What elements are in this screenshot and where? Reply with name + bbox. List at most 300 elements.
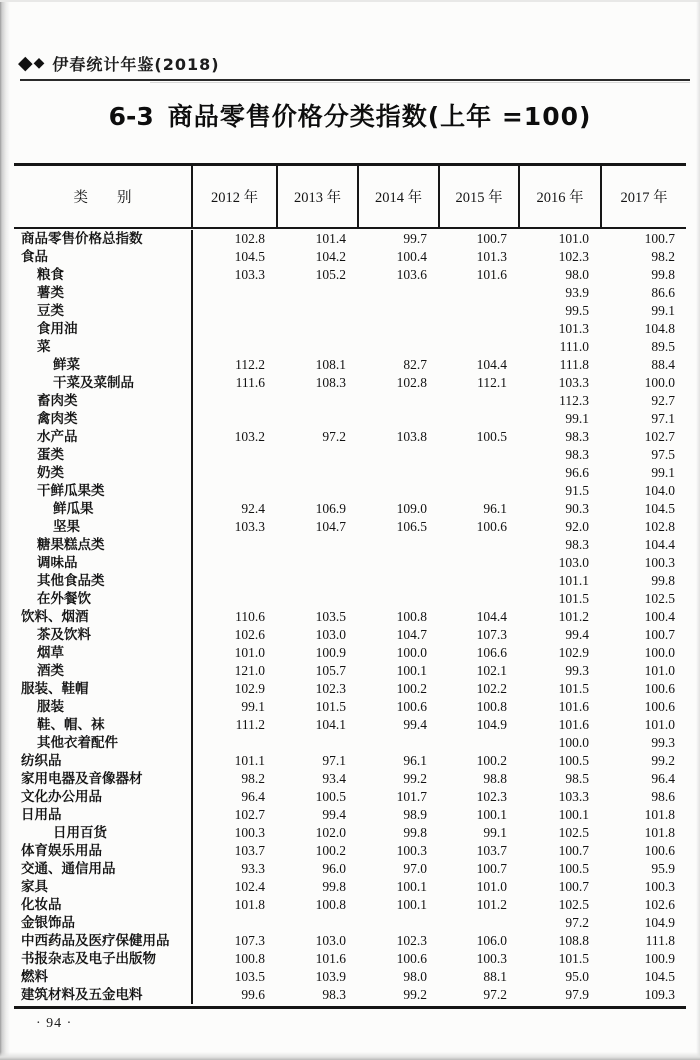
year-value-cell xyxy=(438,446,518,464)
year-value-cell: 100.2 xyxy=(396,681,427,696)
table-row xyxy=(14,356,686,374)
row-label: 豆类 xyxy=(14,302,193,320)
year-value-cell xyxy=(193,536,276,554)
year-value-cell xyxy=(193,590,276,608)
row-label: 禽肉类 xyxy=(14,410,193,428)
row-label: 建筑材料及五金电料 xyxy=(14,986,193,1004)
year-value-cell: 99.8 xyxy=(403,825,427,840)
year-value-cell xyxy=(357,482,438,500)
year-value-cell: 100.7 xyxy=(644,231,675,246)
row-label: 中西药品及医疗保健用品 xyxy=(14,932,193,950)
year-value-cell: 101.8 xyxy=(644,825,675,840)
diamond-icon: ◆ xyxy=(18,51,33,74)
year-value-cell: 96.0 xyxy=(322,861,346,876)
year-value-cell xyxy=(276,392,357,410)
table-row xyxy=(14,500,686,518)
table-row xyxy=(14,248,686,266)
year-value-cell: 103.6 xyxy=(396,267,427,282)
year-value-cell: 100.2 xyxy=(315,843,346,858)
year-value-cell: 102.6 xyxy=(234,627,265,642)
scan-bottom-edge xyxy=(0,1052,700,1060)
year-value-cell: 93.4 xyxy=(322,771,346,786)
year-value-cell xyxy=(357,734,438,752)
year-value-cell xyxy=(438,536,518,554)
year-value-cell: 101.8 xyxy=(234,897,265,912)
year-value-cell xyxy=(357,554,438,572)
year-value-cell: 102.2 xyxy=(476,681,507,696)
year-value-cell: 108.3 xyxy=(315,375,346,390)
table-row xyxy=(14,824,686,842)
year-value-cell: 103.3 xyxy=(558,375,589,390)
table-number: 6-3 xyxy=(108,102,154,131)
row-label: 交通、通信用品 xyxy=(14,860,193,878)
year-value-cell: 100.7 xyxy=(644,627,675,642)
year-value-cell: 100.8 xyxy=(315,897,346,912)
year-value-cell: 97.5 xyxy=(651,447,675,462)
year-value-cell: 100.5 xyxy=(558,753,589,768)
year-value-cell: 99.1 xyxy=(241,699,265,714)
year-value-cell: 98.3 xyxy=(565,429,589,444)
year-value-cell: 101.0 xyxy=(234,645,265,660)
table-row xyxy=(14,572,686,590)
year-value-cell: 102.0 xyxy=(315,825,346,840)
year-value-cell xyxy=(438,572,518,590)
year-value-cell: 90.3 xyxy=(565,501,589,516)
row-label: 薯类 xyxy=(14,284,193,302)
year-value-cell xyxy=(193,554,276,572)
year-value-cell: 99.2 xyxy=(403,987,427,1002)
year-value-cell: 98.0 xyxy=(403,969,427,984)
year-value-cell: 111.0 xyxy=(559,339,589,354)
year-header-cell: 2016 年 xyxy=(518,166,600,227)
table-row xyxy=(14,986,686,1004)
price-index-table xyxy=(14,163,686,1009)
row-label: 畜肉类 xyxy=(14,392,193,410)
year-value-cell xyxy=(276,302,357,320)
year-value-cell: 101.7 xyxy=(396,789,427,804)
year-value-cell: 111.8 xyxy=(559,357,589,372)
year-value-cell: 101.0 xyxy=(558,231,589,246)
year-value-cell xyxy=(357,536,438,554)
year-value-cell xyxy=(438,914,518,932)
year-value-cell: 98.0 xyxy=(565,267,589,282)
year-value-cell: 102.8 xyxy=(234,231,265,246)
year-value-cell: 96.6 xyxy=(565,465,589,480)
year-value-cell: 95.9 xyxy=(651,861,675,876)
year-value-cell: 103.0 xyxy=(315,627,346,642)
year-value-cell: 99.5 xyxy=(565,303,589,318)
year-value-cell: 101.0 xyxy=(644,663,675,678)
year-value-cell: 121.0 xyxy=(234,663,265,678)
table-row xyxy=(14,518,686,536)
year-value-cell: 100.5 xyxy=(558,861,589,876)
table-header-row xyxy=(14,166,686,229)
table-row xyxy=(14,860,686,878)
year-value-cell: 101.5 xyxy=(558,681,589,696)
year-value-cell: 99.1 xyxy=(651,303,675,318)
year-header-cell: 2012 年 xyxy=(210,190,259,206)
year-value-cell: 106.5 xyxy=(396,519,427,534)
year-value-cell xyxy=(193,464,276,482)
year-value-cell xyxy=(357,302,438,320)
row-label: 干菜及菜制品 xyxy=(14,374,193,392)
category-header-cell: 类 别 xyxy=(14,166,193,227)
row-label: 书报杂志及电子出版物 xyxy=(14,950,193,968)
year-value-cell xyxy=(193,734,276,752)
year-value-cell: 100.1 xyxy=(558,807,589,822)
year-value-cell: 104.7 xyxy=(396,627,427,642)
year-value-cell: 103.5 xyxy=(315,609,346,624)
year-value-cell: 100.1 xyxy=(396,897,427,912)
year-value-cell: 101.8 xyxy=(644,807,675,822)
year-value-cell: 96.1 xyxy=(483,501,507,516)
year-value-cell: 105.7 xyxy=(315,663,346,678)
row-label: 燃料 xyxy=(14,968,193,986)
year-value-cell xyxy=(438,590,518,608)
year-value-cell: 104.5 xyxy=(644,969,675,984)
year-value-cell: 88.1 xyxy=(483,969,507,984)
year-value-cell: 99.1 xyxy=(565,411,589,426)
year-value-cell xyxy=(438,284,518,302)
year-value-cell xyxy=(357,284,438,302)
year-value-cell: 101.3 xyxy=(476,249,507,264)
year-value-cell: 99.3 xyxy=(651,735,675,750)
year-value-cell: 105.2 xyxy=(315,267,346,282)
year-value-cell: 101.6 xyxy=(558,717,589,732)
diamond-icon-small: ◆ xyxy=(33,55,45,71)
table-row xyxy=(14,464,686,482)
year-value-cell: 101.3 xyxy=(558,321,589,336)
page-title xyxy=(0,97,700,133)
year-value-cell: 99.6 xyxy=(241,987,265,1002)
year-value-cell: 93.3 xyxy=(241,861,265,876)
table-row xyxy=(14,590,686,608)
year-value-cell: 104.5 xyxy=(644,501,675,516)
year-value-cell: 100.6 xyxy=(396,951,427,966)
table-row xyxy=(14,284,686,302)
table-row xyxy=(14,302,686,320)
year-value-cell xyxy=(438,464,518,482)
year-value-cell: 106.6 xyxy=(476,645,507,660)
table-row xyxy=(14,788,686,806)
year-value-cell: 112.2 xyxy=(235,357,265,372)
year-value-cell xyxy=(193,572,276,590)
row-label: 糖果糕点类 xyxy=(14,536,193,554)
year-value-cell: 104.5 xyxy=(234,249,265,264)
year-value-cell: 97.2 xyxy=(565,915,589,930)
year-value-cell: 93.9 xyxy=(565,285,589,300)
row-label: 鞋、帽、袜 xyxy=(14,716,193,734)
year-value-cell: 100.4 xyxy=(396,249,427,264)
year-value-cell: 104.4 xyxy=(644,537,675,552)
year-value-cell: 100.6 xyxy=(644,681,675,696)
year-value-cell: 99.4 xyxy=(322,807,346,822)
year-value-cell: 102.5 xyxy=(558,825,589,840)
year-value-cell xyxy=(357,590,438,608)
year-value-cell: 99.1 xyxy=(483,825,507,840)
year-value-cell: 98.3 xyxy=(322,987,346,1002)
year-value-cell: 102.5 xyxy=(558,897,589,912)
table-row xyxy=(14,482,686,500)
year-value-cell: 100.9 xyxy=(315,645,346,660)
row-label: 金银饰品 xyxy=(14,914,193,932)
year-value-cell: 99.1 xyxy=(651,465,675,480)
year-value-cell xyxy=(438,554,518,572)
year-value-cell: 100.0 xyxy=(644,645,675,660)
table-row xyxy=(14,950,686,968)
year-value-cell xyxy=(276,734,357,752)
year-value-cell: 103.9 xyxy=(315,969,346,984)
year-value-cell xyxy=(193,284,276,302)
row-label: 纺织品 xyxy=(14,752,193,770)
year-value-cell: 112.3 xyxy=(559,393,589,408)
row-label: 家用电器及音像器材 xyxy=(14,770,193,788)
year-value-cell: 95.0 xyxy=(565,969,589,984)
year-value-cell: 103.0 xyxy=(315,933,346,948)
year-value-cell: 99.8 xyxy=(651,267,675,282)
year-value-cell: 99.7 xyxy=(403,231,427,246)
row-label: 鲜菜 xyxy=(14,356,193,374)
row-label: 家具 xyxy=(14,878,193,896)
year-value-cell: 103.3 xyxy=(234,519,265,534)
year-value-cell: 104.4 xyxy=(476,609,507,624)
row-label: 文化办公用品 xyxy=(14,788,193,806)
year-value-cell: 104.9 xyxy=(476,717,507,732)
year-value-cell xyxy=(193,392,276,410)
year-header-cell: 2017 年 xyxy=(600,166,686,227)
year-value-cell: 101.2 xyxy=(558,609,589,624)
table-row xyxy=(14,806,686,824)
year-value-cell: 99.2 xyxy=(403,771,427,786)
year-value-cell: 97.2 xyxy=(322,429,346,444)
year-value-cell: 104.2 xyxy=(315,249,346,264)
row-label: 化妆品 xyxy=(14,896,193,914)
table-title-text: 商品零售价格分类指数(上年 =100) xyxy=(167,102,592,131)
year-value-cell xyxy=(357,914,438,932)
year-value-cell: 103.5 xyxy=(234,969,265,984)
year-value-cell: 99.8 xyxy=(651,573,675,588)
year-value-cell: 100.4 xyxy=(644,609,675,624)
scan-left-edge xyxy=(0,0,10,1060)
year-value-cell: 100.6 xyxy=(476,519,507,534)
year-value-cell: 100.5 xyxy=(476,429,507,444)
year-value-cell: 97.2 xyxy=(483,987,507,1002)
year-value-cell xyxy=(438,410,518,428)
year-value-cell: 103.8 xyxy=(396,429,427,444)
year-value-cell: 109.3 xyxy=(644,987,675,1002)
year-value-cell xyxy=(193,914,276,932)
year-value-cell xyxy=(357,464,438,482)
year-value-cell: 104.0 xyxy=(644,483,675,498)
table-row xyxy=(14,644,686,662)
year-value-cell: 92.7 xyxy=(651,393,675,408)
year-value-cell: 100.8 xyxy=(476,699,507,714)
year-value-cell xyxy=(276,410,357,428)
year-value-cell: 100.7 xyxy=(558,843,589,858)
year-value-cell: 92.4 xyxy=(241,501,265,516)
year-value-cell xyxy=(438,392,518,410)
year-value-cell: 111.8 xyxy=(645,933,675,948)
year-value-cell: 101.6 xyxy=(476,267,507,282)
row-label: 体育娱乐用品 xyxy=(14,842,193,860)
year-value-cell: 111.2 xyxy=(235,717,265,732)
year-value-cell: 112.1 xyxy=(477,375,507,390)
table-row xyxy=(14,842,686,860)
year-value-cell xyxy=(193,320,276,338)
row-label: 服装、鞋帽 xyxy=(14,680,193,698)
year-value-cell: 101.1 xyxy=(234,753,265,768)
year-value-cell: 102.7 xyxy=(644,429,675,444)
year-value-cell: 102.8 xyxy=(396,375,427,390)
year-value-cell: 100.1 xyxy=(396,879,427,894)
year-value-cell: 86.6 xyxy=(651,285,675,300)
year-value-cell: 99.3 xyxy=(565,663,589,678)
year-header-cell: 2013 年 xyxy=(276,166,357,227)
year-value-cell: 107.3 xyxy=(476,627,507,642)
scan-right-edge xyxy=(696,0,700,1060)
row-label: 饮料、烟酒 xyxy=(14,608,193,626)
year-header-cell: 2015 年 xyxy=(438,166,518,227)
year-value-cell: 99.4 xyxy=(403,717,427,732)
year-value-cell: 103.3 xyxy=(558,789,589,804)
year-value-cell xyxy=(276,446,357,464)
year-value-cell: 98.9 xyxy=(403,807,427,822)
row-label: 日用百货 xyxy=(14,824,193,842)
year-header-cell: 2014 年 xyxy=(357,166,438,227)
row-label: 菜 xyxy=(14,338,193,356)
year-value-cell: 103.3 xyxy=(234,267,265,282)
year-value-cell: 82.7 xyxy=(403,357,427,372)
row-label: 水产品 xyxy=(14,428,193,446)
yearbook-brand xyxy=(18,49,220,77)
row-label: 鲜瓜果 xyxy=(14,500,193,518)
year-value-cell: 100.0 xyxy=(396,645,427,660)
year-value-cell xyxy=(276,914,357,932)
page-number: · 94 · xyxy=(36,1016,73,1031)
row-label: 日用品 xyxy=(14,806,193,824)
year-value-cell: 100.8 xyxy=(234,951,265,966)
year-value-cell: 102.5 xyxy=(644,591,675,606)
year-value-cell xyxy=(276,320,357,338)
table-row xyxy=(14,770,686,788)
year-value-cell: 102.3 xyxy=(396,933,427,948)
table-row xyxy=(14,914,686,932)
table-row xyxy=(14,536,686,554)
year-value-cell xyxy=(193,338,276,356)
year-value-cell xyxy=(438,734,518,752)
year-value-cell: 110.6 xyxy=(235,609,265,624)
year-value-cell: 98.2 xyxy=(241,771,265,786)
year-value-cell: 98.3 xyxy=(565,537,589,552)
year-value-cell: 102.6 xyxy=(644,897,675,912)
year-value-cell: 102.4 xyxy=(234,879,265,894)
year-value-cell xyxy=(276,284,357,302)
row-label: 蛋类 xyxy=(14,446,193,464)
year-value-cell: 97.1 xyxy=(322,753,346,768)
year-value-cell: 88.4 xyxy=(651,357,675,372)
year-value-cell xyxy=(438,338,518,356)
table-row xyxy=(14,716,686,734)
year-value-cell: 100.0 xyxy=(644,375,675,390)
year-value-cell xyxy=(276,590,357,608)
year-value-cell: 89.5 xyxy=(651,339,675,354)
year-value-cell: 101.5 xyxy=(315,699,346,714)
year-value-cell xyxy=(357,410,438,428)
row-label: 坚果 xyxy=(14,518,193,536)
row-label: 茶及饮料 xyxy=(14,626,193,644)
table-row xyxy=(14,320,686,338)
table-row xyxy=(14,410,686,428)
year-value-cell: 96.1 xyxy=(403,753,427,768)
year-value-cell xyxy=(276,536,357,554)
year-value-cell: 111.6 xyxy=(235,375,265,390)
year-value-cell xyxy=(193,446,276,464)
row-label: 粮食 xyxy=(14,266,193,284)
table-body xyxy=(14,229,686,1006)
row-label: 酒类 xyxy=(14,662,193,680)
table-row xyxy=(14,428,686,446)
table-row xyxy=(14,374,686,392)
row-label: 食品 xyxy=(14,248,193,266)
year-value-cell: 100.3 xyxy=(396,843,427,858)
year-value-cell: 107.3 xyxy=(234,933,265,948)
table-row xyxy=(14,266,686,284)
year-value-cell xyxy=(357,392,438,410)
year-value-cell: 98.6 xyxy=(651,789,675,804)
year-value-cell: 102.1 xyxy=(476,663,507,678)
year-value-cell: 99.8 xyxy=(322,879,346,894)
table-row xyxy=(14,626,686,644)
row-label: 烟草 xyxy=(14,644,193,662)
year-value-cell: 101.2 xyxy=(476,897,507,912)
year-value-cell: 103.7 xyxy=(476,843,507,858)
year-value-cell: 97.0 xyxy=(403,861,427,876)
table-row xyxy=(14,680,686,698)
year-value-cell: 96.4 xyxy=(241,789,265,804)
table-row xyxy=(14,878,686,896)
year-value-cell: 108.1 xyxy=(315,357,346,372)
year-value-cell xyxy=(276,482,357,500)
year-value-cell: 100.6 xyxy=(396,699,427,714)
year-value-cell: 102.8 xyxy=(644,519,675,534)
year-value-cell: 98.8 xyxy=(483,771,507,786)
year-value-cell: 103.2 xyxy=(234,429,265,444)
year-value-cell: 100.9 xyxy=(644,951,675,966)
table-row xyxy=(14,554,686,572)
year-value-cell: 100.3 xyxy=(644,555,675,570)
year-value-cell: 100.6 xyxy=(644,699,675,714)
year-value-cell: 102.3 xyxy=(476,789,507,804)
year-value-cell: 100.8 xyxy=(396,609,427,624)
year-value-cell: 108.8 xyxy=(558,933,589,948)
year-value-cell: 96.4 xyxy=(651,771,675,786)
row-label: 在外餐饮 xyxy=(14,590,193,608)
header-rule xyxy=(20,79,690,81)
year-value-cell: 102.3 xyxy=(315,681,346,696)
yearbook-brand-label: 伊春统计年鉴(2018) xyxy=(52,54,220,74)
table-row xyxy=(14,662,686,680)
table-row xyxy=(14,896,686,914)
row-label: 服装 xyxy=(14,698,193,716)
year-value-cell: 103.0 xyxy=(558,555,589,570)
year-value-cell xyxy=(438,320,518,338)
year-value-cell: 101.6 xyxy=(315,951,346,966)
year-value-cell xyxy=(357,338,438,356)
year-value-cell xyxy=(193,410,276,428)
year-value-cell: 101.1 xyxy=(558,573,589,588)
year-value-cell: 98.5 xyxy=(565,771,589,786)
year-value-cell: 103.7 xyxy=(234,843,265,858)
